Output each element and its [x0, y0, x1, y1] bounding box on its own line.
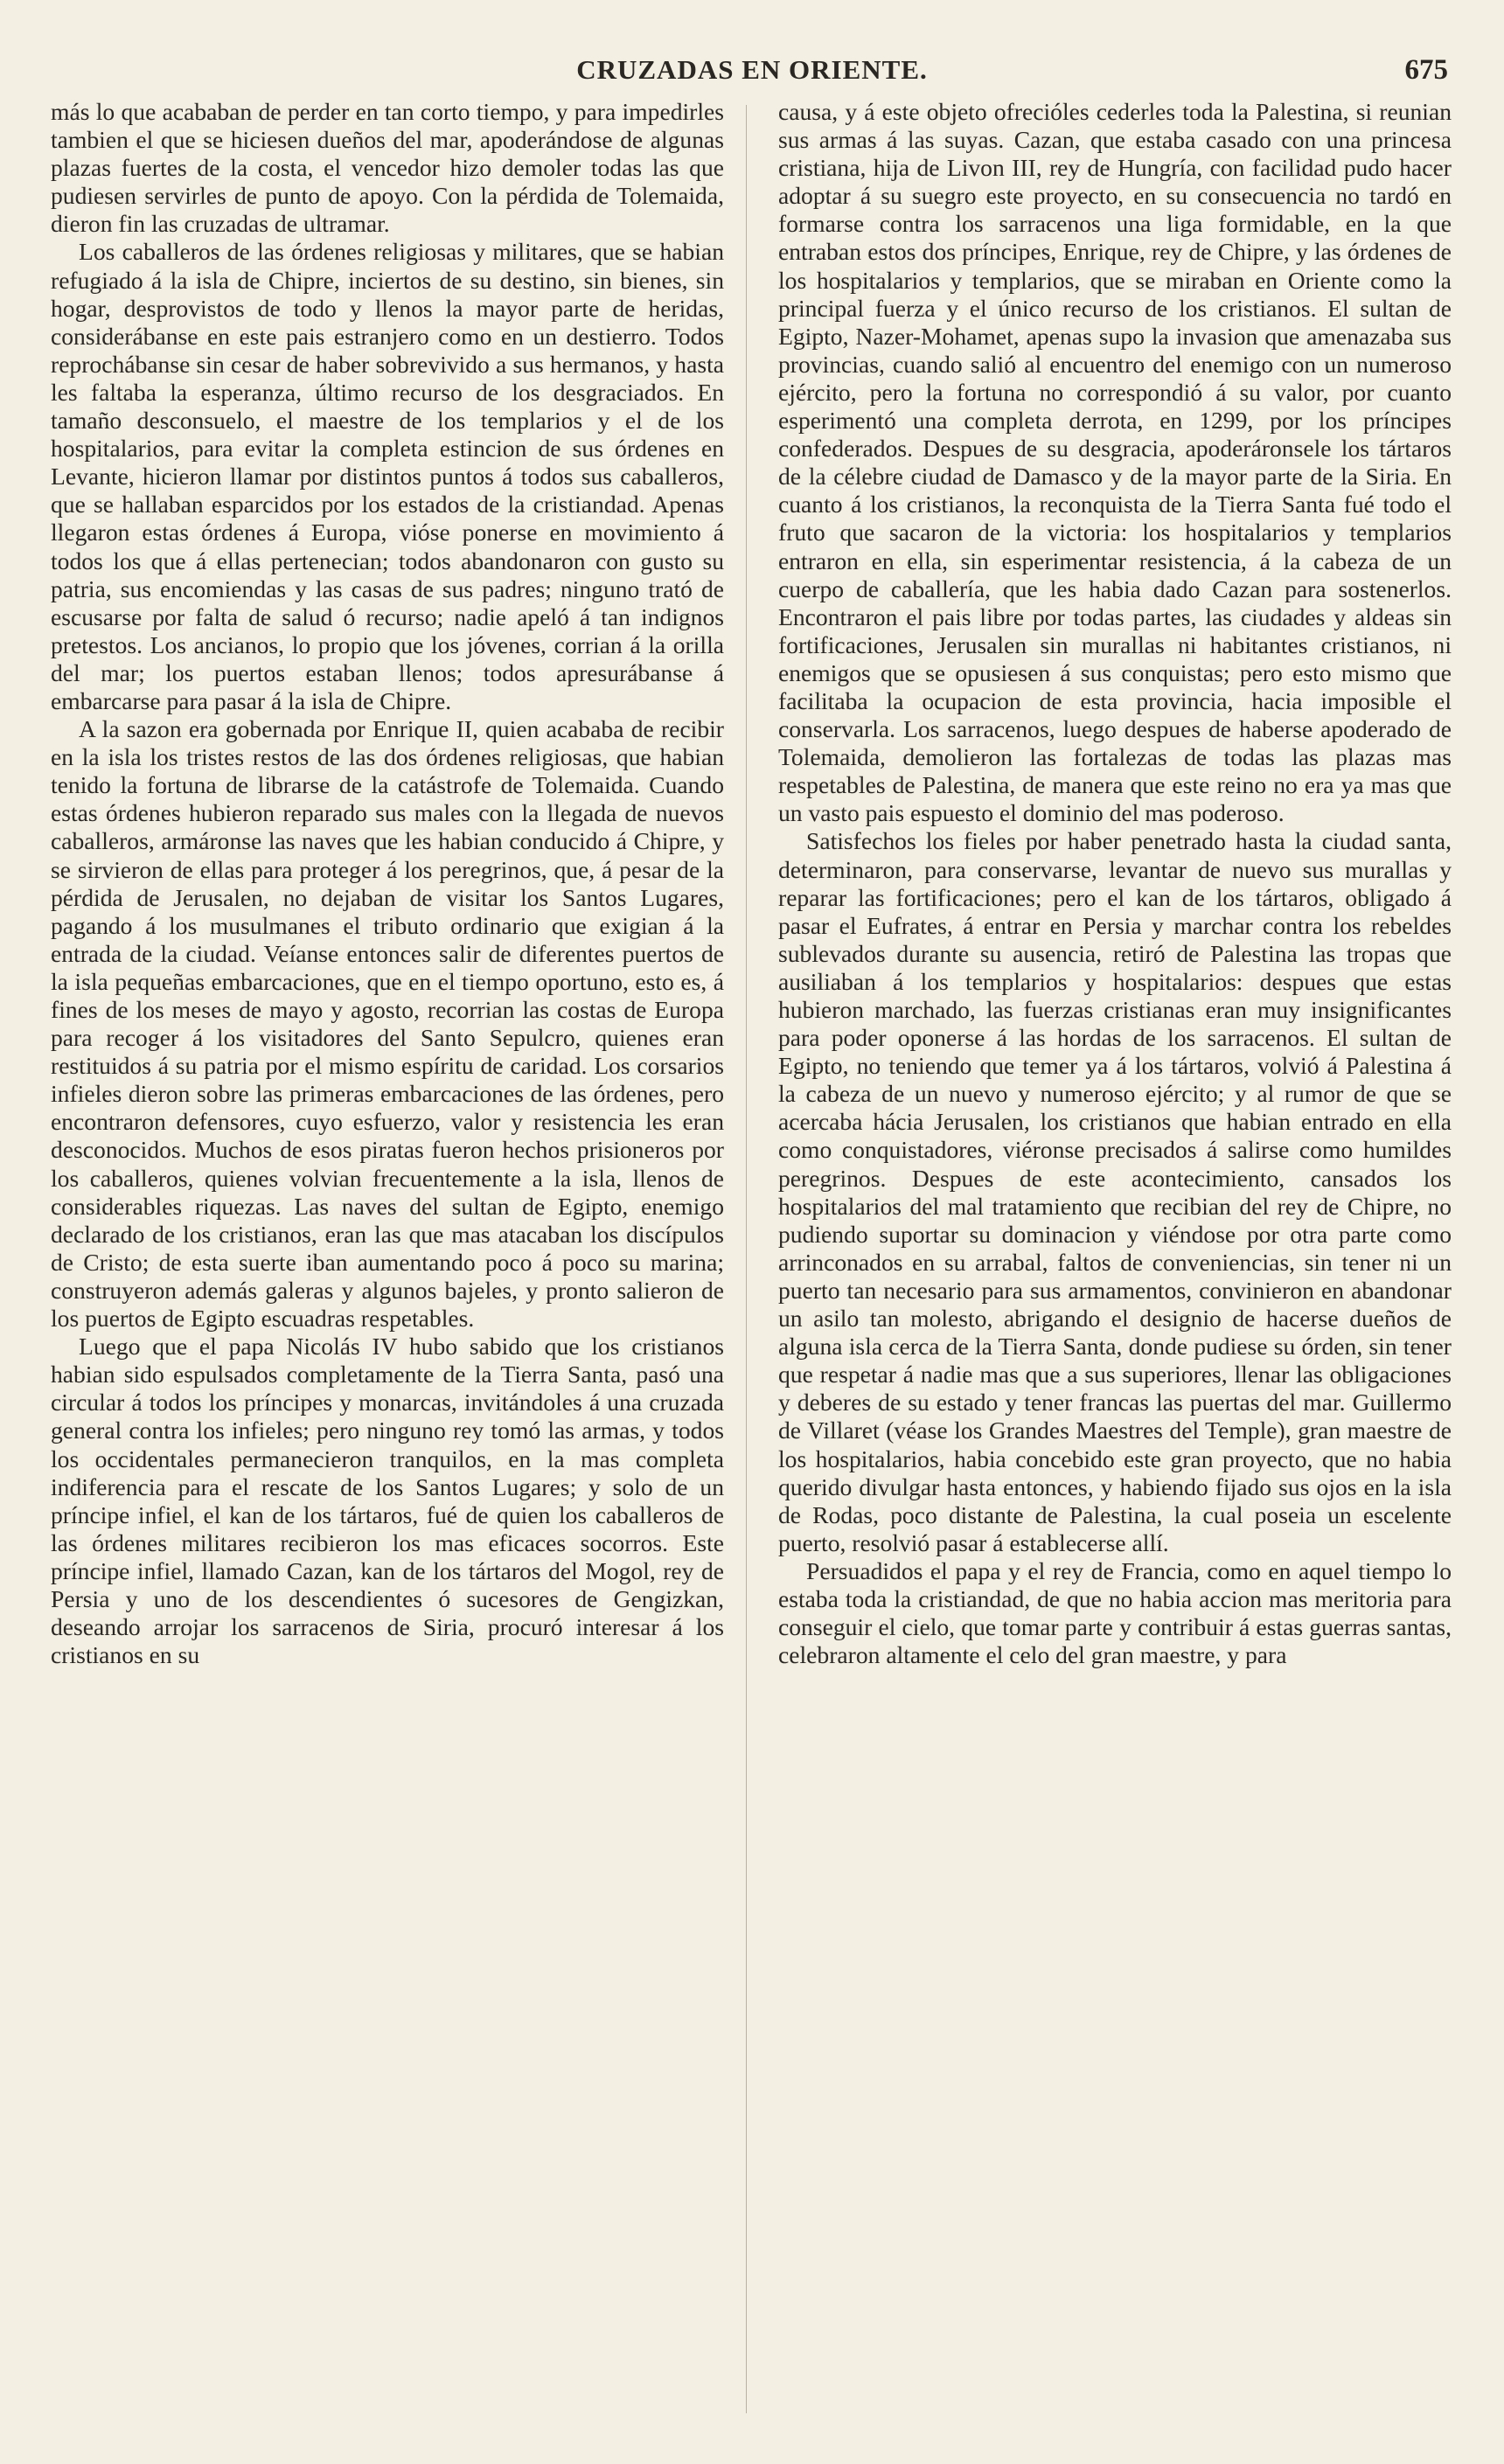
text-columns	[51, 98, 1457, 2441]
page-number: 675	[1404, 54, 1448, 86]
page-title: CRUZADAS EN ORIENTE.	[576, 54, 928, 85]
paragraph: Satisfechos los fieles por haber penetrado hasta la ciudad santa, determinaron, para conservarse, levantar de nuevo sus murallas y reparar las fortificaciones; pero el kan de los tártaros, obligado á pasar el Eufrates, á entrar en Persia y marchar contra los rebeldes sublevados durante su ausencia, retiró de Palestina las tropas que ausiliaban á los templarios y hospitalarios: despues que estas hubieron marchado, las fuerzas cristianas eran muy insignificantes para poder oponerse á las hordas de los sarracenos. El sultan de Egipto, no teniendo que temer ya á los tártaros, volvió á Palestina á la cabeza de un nuevo y numeroso ejército; y al rumor de que se acercaba hácia Jerusalen, los cristianos que habian entrado en ella como conquistadores, viéronse precisados á salirse como humildes peregrinos. Despues de este acontecimiento, cansados los hospitalarios del mal tratamiento que recibian del rey de Chipre, no pudiendo suportar su dominacion y viéndose por otra parte como arrinconados en su arrabal, faltos de conveniencias, sin tener ni un puerto tan necesario para sus armamentos, convinieron en abandonar un asilo tan molesto, abrigando el designio de hacerse dueños de alguna isla cerca de la Tierra Santa, donde pudiese su órden, sin tener que respetar á nadie mas que a sus superiores, llenar las obligaciones y deberes de su estado y tener francas las puertas del mar. Guillermo de Villaret (véase los Grandes Maestres del Temple), gran maestre de los hospitalarios, habia concebido este gran proyecto, que no habia querido divulgar hasta entonces, y habiendo fijado sus ojos en la isla de Rodas, poco distante de Palestina, la cual poseia un escelente puerto, resolvió pasar á establecerse allí.	[778, 827, 1452, 1556]
paragraph: más lo que acababan de perder en tan corto tiempo, y para impedirles tambien el que se hiciesen dueños del mar, apoderándose de algunas plazas fuertes de la costa, el vencedor hizo demoler todas las que pudiesen servirles de punto de apoyo. Con la pérdida de Tolemaida, dieron fin las cruzadas de ultramar.	[51, 98, 724, 238]
paragraph: Luego que el papa Nicolás IV hubo sabido que los cristianos habian sido espulsados completamente de la Tierra Santa, pasó una circular á todos los príncipes y monarcas, invitándoles á una cruzada general contra los infieles; pero ninguno rey tomó las armas, y todos los occidentales permanecieron tranquilos, en la mas completa indiferencia para el rescate de los Santos Lugares; y solo de un príncipe infiel, el kan de los tártaros, fué de quien los caballeros de las órdenes militares recibieron los mas eficaces socorros. Este príncipe infiel, llamado Cazan, kan de los tártaros del Mogol, rey de Persia y uno de los descendientes ó sucesores de Gengizkan, deseando arrojar los sarracenos de Siria, procuró interesar á los cristianos en su	[51, 1333, 724, 1669]
paragraph: A la sazon era gobernada por Enrique II, quien acababa de recibir en la isla los tristes restos de las dos órdenes religiosas, que habian tenido la fortuna de librarse de la catástrofe de Tolemaida. Cuando estas órdenes hubieron reparado sus males con la llegada de nuevos caballeros, armáronse las naves que les habian conducido á Chipre, y se sirvieron de ellas para proteger á los peregrinos, que, á pesar de la pérdida de Jerusalen, no dejaban de visitar los Santos Lugares, pagando á los musulmanes el tributo ordinario que exigian á la entrada de la ciudad. Veíanse entonces salir de diferentes puertos de la isla pequeñas embarcaciones, que en el tiempo oportuno, esto es, á fines de los meses de mayo y agosto, recorrian las costas de Europa para recoger á los visitadores del Santo Sepulcro, quienes eran restituidos á su patria por el mismo espíritu de caridad. Los corsarios infieles dieron sobre las primeras embarcaciones de las órdenes, pero encontraron defensores, cuyo esfuerzo, valor y resistencia les eran desconocidos. Muchos de esos piratas fueron hechos prisioneros por los caballeros, quienes volvian frecuentemente a la isla, llenos de considerables riquezas. Las naves del sultan de Egipto, enemigo declarado de los cristianos, eran las que mas atacaban los discípulos de Cristo; de esta suerte iban aumentando poco á poco su marina; construyeron además galeras y algunos bajeles, y pronto salieron de los puertos de Egipto escuadras respetables.	[51, 715, 724, 1333]
left-column	[51, 98, 724, 2441]
running-head	[0, 54, 1504, 94]
column-divider	[746, 105, 747, 2413]
paragraph: Persuadidos el papa y el rey de Francia, como en aquel tiempo lo estaba toda la cristiandad, de que no habia accion mas meritoria para conseguir el cielo, que tomar parte y contribuir á estas guerras santas, celebraron altamente el celo del gran maestre, y para	[778, 1556, 1452, 1669]
paragraph: causa, y á este objeto ofrecióles cederles toda la Palestina, si reunian sus armas á las suyas. Cazan, que estaba casado con una princesa cristiana, hija de Livon III, rey de Hungría, con facilidad pudo hacer adoptar á su suegro este proyecto, en su consecuencia no tardó en formarse contra los sarracenos una liga formidable, en la que entraban estos dos príncipes, Enrique, rey de Chipre, y las órdenes de los hospitalarios y templarios, que se miraban en Oriente como la principal fuerza y el único recurso de los cristianos. El sultan de Egipto, Nazer-Mohamet, apenas supo la invasion que amenazaba sus provincias, cuando salió al encuentro del enemigo con un numeroso ejército, pero la fortuna no correspondió á su valor, por cuanto esperimentó una completa derrota, en 1299, por los príncipes confederados. Despues de su desgracia, apoderáronsele los tártaros de la célebre ciudad de Damasco y de la mayor parte de la Siria. En cuanto á los cristianos, la reconquista de la Tierra Santa fué todo el fruto que sacaron de la victoria: los hospitalarios y templarios entraron en ella, sin esperimentar resistencia, á la cabeza de un cuerpo de caballería, que les habia dado Cazan para sostenerlos. Encontraron el pais libre por todas partes, las ciudades y aldeas sin fortificaciones, Jerusalen sin murallas ni habitantes cristianos, ni enemigos que se opusiesen á sus conquistas; pero esto mismo que facilitaba la ocupacion de esta provincia, hacia imposible el conservarla. Los sarracenos, luego despues de haberse apoderado de Tolemaida, demolieron las fortalezas de todas las plazas mas respetables de Palestina, de manera que este reino no era ya mas que un vasto pais espuesto el dominio del mas poderoso.	[778, 98, 1452, 827]
paragraph: Los caballeros de las órdenes religiosas y militares, que se habian refugiado á la isla de Chipre, inciertos de su destino, sin bienes, sin hogar, desprovistos de todo y llenos la mayor parte de heridas, considerábanse en este pais estranjero como en un destierro. Todos reprochábanse sin cesar de haber sobrevivido a sus hermanos, y hasta les faltaba la esperanza, último recurso de los desgraciados. En tamaño desconsuelo, el maestre de los templarios y el de los hospitalarios, para evitar la completa estincion de sus órdenes en Levante, hicieron llamar por distintos puntos á todos sus caballeros, que se hallaban esparcidos por los estados de la cristiandad. Apenas llegaron estas órdenes á Europa, vióse ponerse en movimiento á todos los que á ellas pertenecian; todos abandonaron con gusto su patria, sus encomiendas y las casas de sus padres; ninguno trató de escusarse por falta de salud ó recurso; nadie apeló á tan indignos pretestos. Los ancianos, lo propio que los jóvenes, corrian á la orilla del mar; los puertos estaban llenos; todos apresurábanse á embarcarse para pasar á la isla de Chipre.	[51, 238, 724, 714]
right-column	[778, 98, 1452, 2441]
